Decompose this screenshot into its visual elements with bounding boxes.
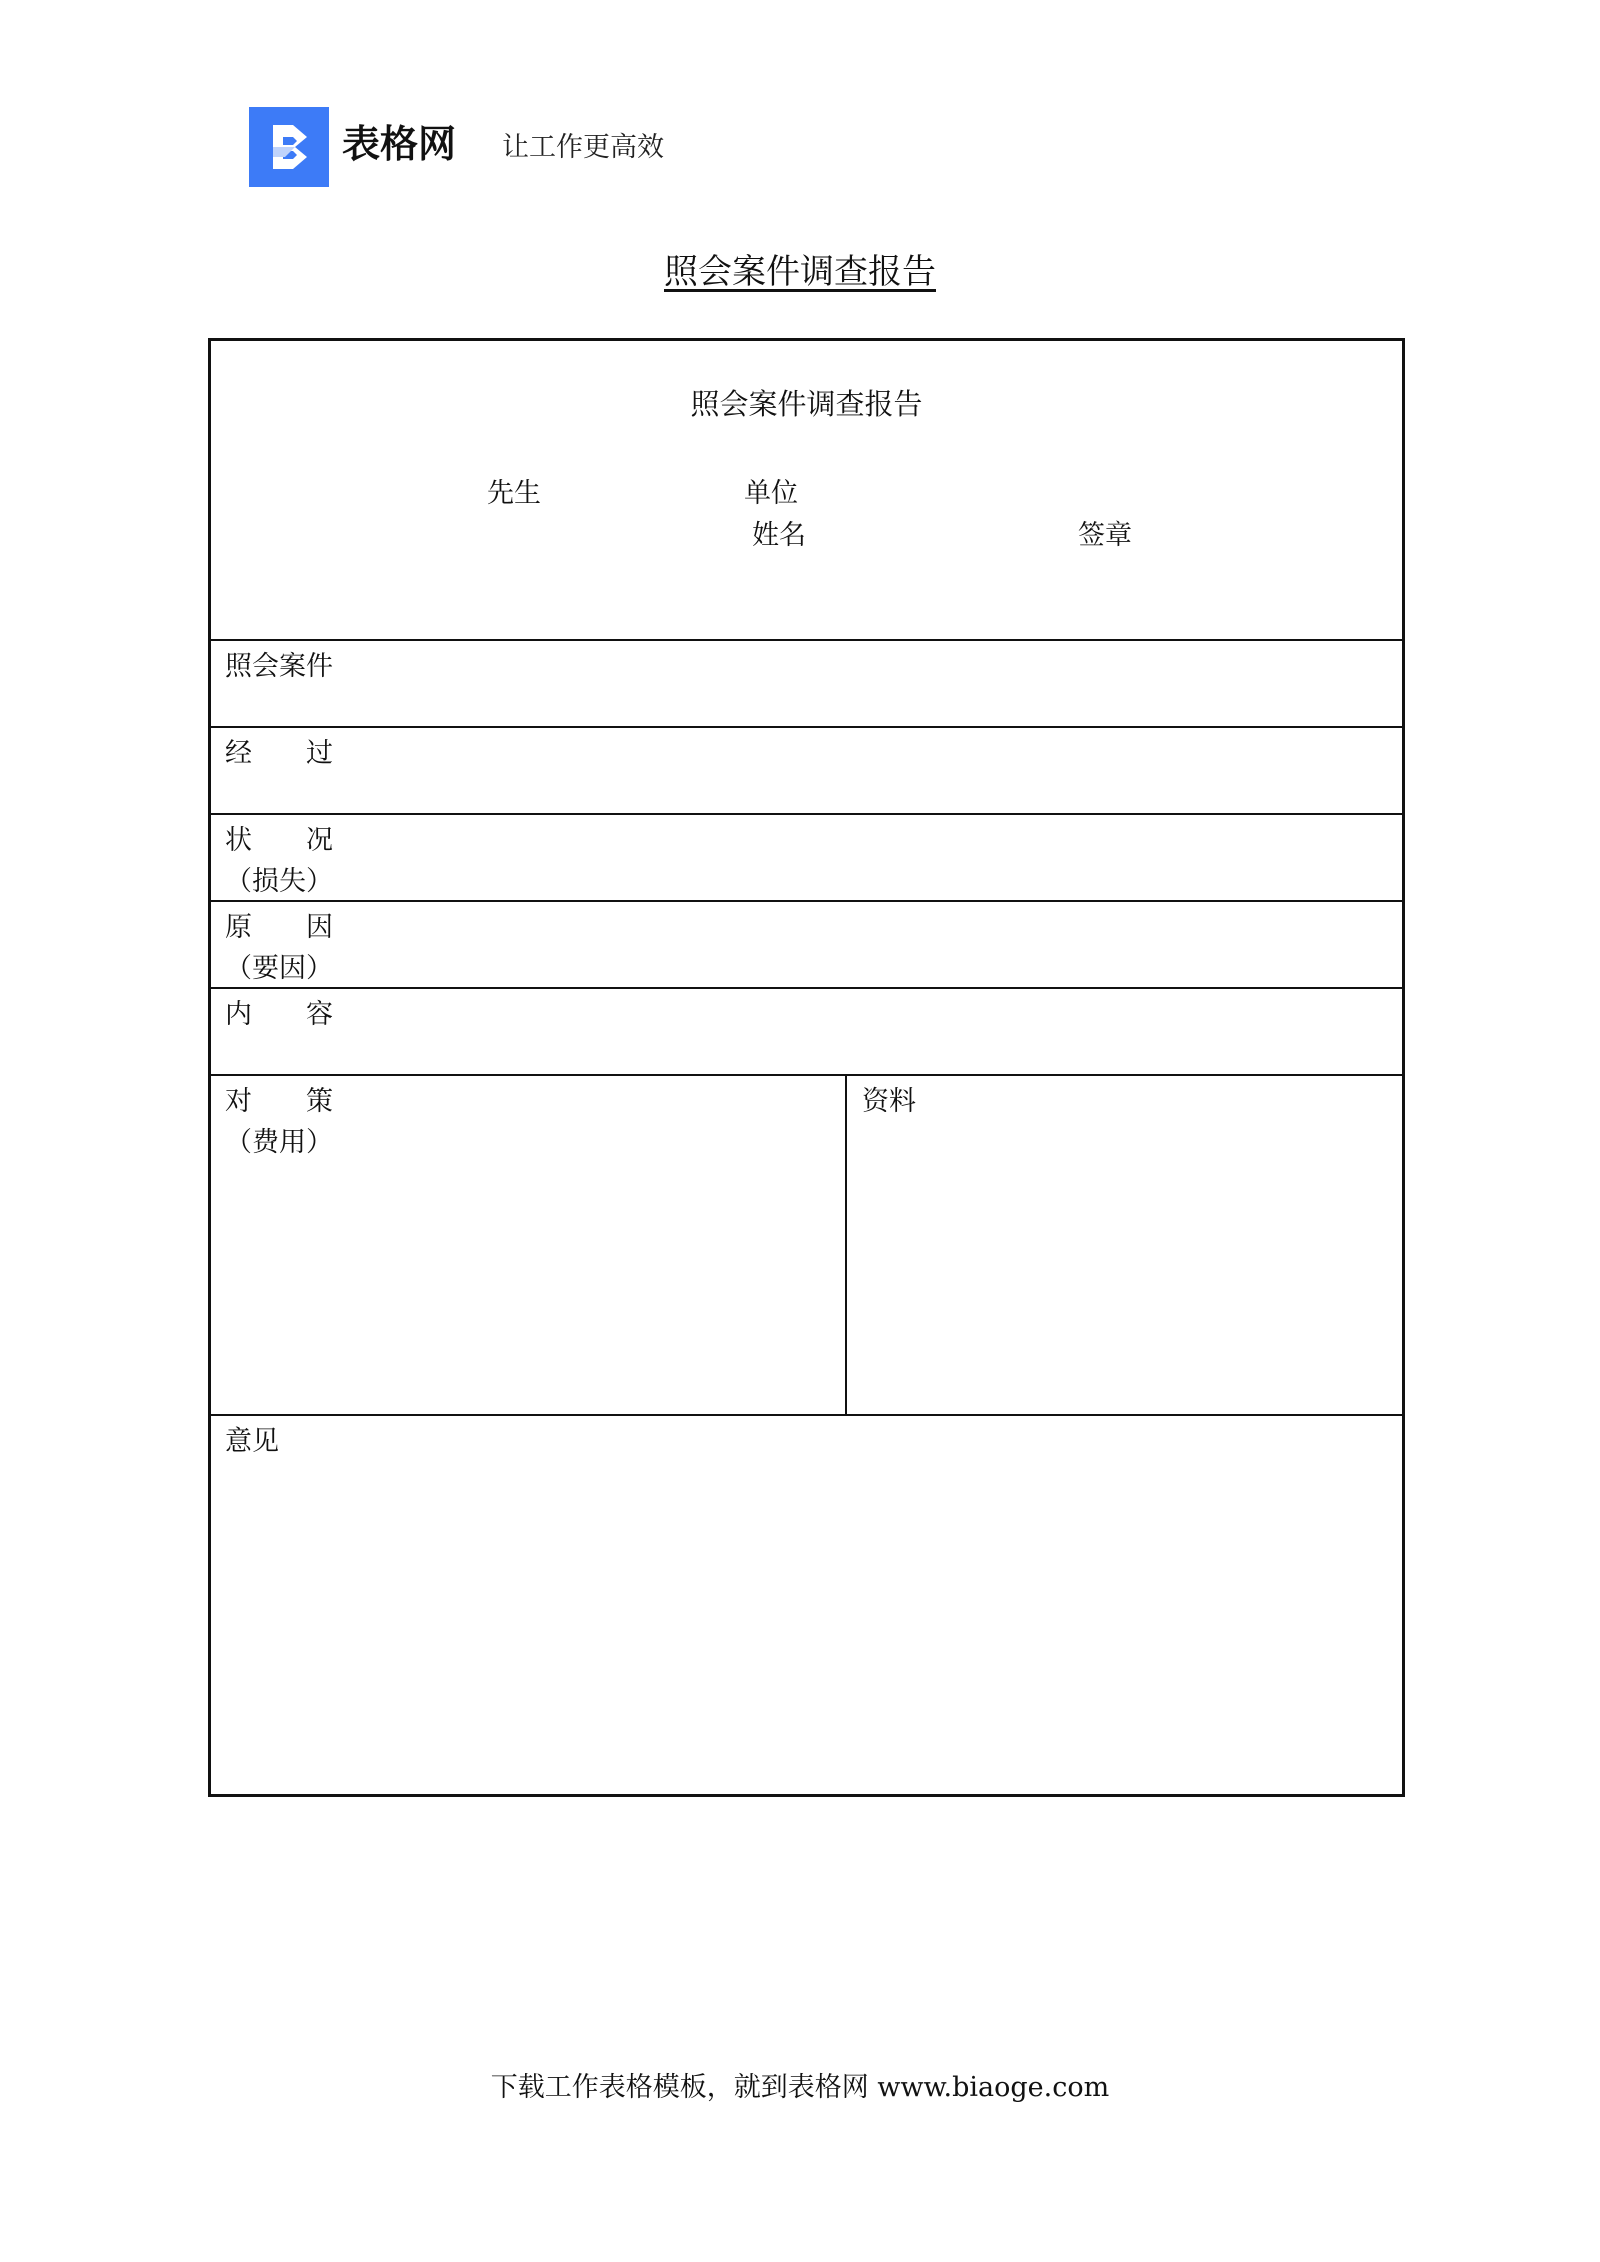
- brand-slogan: 让工作更高效: [502, 132, 664, 163]
- brand-name: 表格网: [342, 122, 457, 166]
- name-label: 姓名: [752, 520, 806, 551]
- row-label-process: 经 过: [225, 738, 333, 769]
- row-divider: [211, 987, 1402, 989]
- row-label-opinion: 意见: [225, 1426, 279, 1457]
- seal-label: 签章: [1078, 520, 1132, 551]
- row-divider: [211, 1414, 1402, 1416]
- row-divider: [211, 726, 1402, 728]
- row-label-materials: 资料: [862, 1086, 916, 1117]
- page-title: 照会案件调查报告: [664, 252, 936, 292]
- brand-logo: [249, 107, 329, 187]
- row-divider: [211, 1074, 1402, 1076]
- row-divider: [211, 813, 1402, 815]
- row-sublabel-key-cause: （要因）: [225, 953, 333, 984]
- row-label-status: 状 况: [225, 825, 333, 856]
- mister-label: 先生: [487, 478, 541, 509]
- report-form: [208, 338, 1405, 1797]
- row-sublabel-cost: （费用）: [225, 1127, 333, 1158]
- row-label-case: 照会案件: [225, 651, 333, 682]
- row-divider: [211, 900, 1402, 902]
- row-label-content: 内 容: [225, 999, 333, 1030]
- row-label-countermeasure: 对 策: [225, 1086, 333, 1117]
- row-label-cause: 原 因: [225, 912, 333, 943]
- unit-label: 单位: [744, 478, 798, 509]
- biaoge-logo-icon: [249, 107, 329, 187]
- row-divider: [211, 639, 1402, 641]
- form-inner-title: 照会案件调查报告: [690, 387, 923, 421]
- row-sublabel-loss: （损失）: [225, 866, 333, 897]
- footer-text: 下载工作表格模板，就到表格网 www.biaoge.com: [490, 2072, 1110, 2103]
- column-divider: [845, 1074, 847, 1415]
